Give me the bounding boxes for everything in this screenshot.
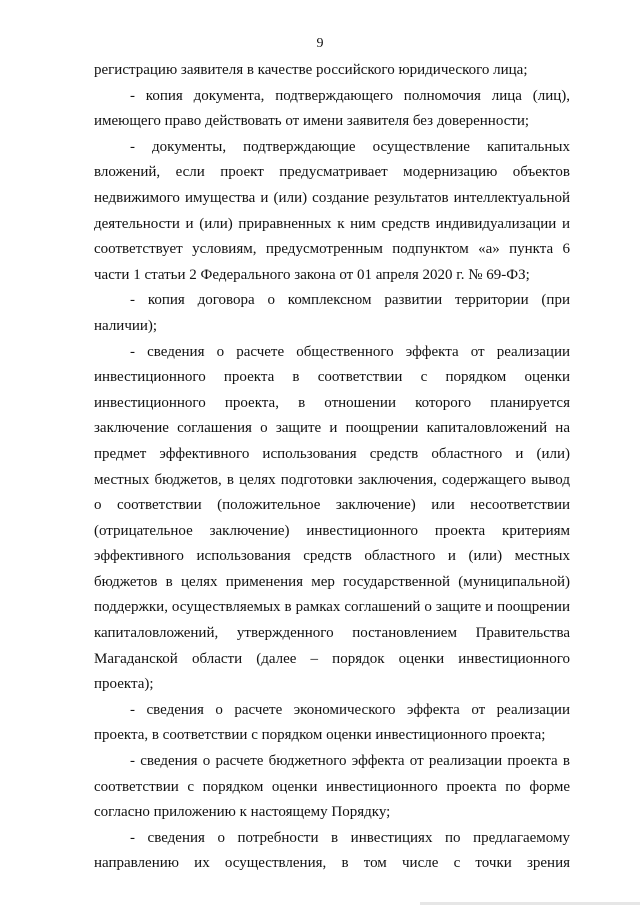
document-body — [94, 58, 570, 877]
page-number: 9 — [316, 36, 324, 51]
paragraph-economic-effect-calculation: - сведения о расчете экономического эффекта от реализации проекта, в соответствии с порядком оценки инвестиционного проекта; — [94, 701, 570, 744]
paragraph-authority-document-copy: - копия документа, подтверждающего полномочия лица (лиц), имеющего право действовать от имени заявителя без доверенности; — [94, 87, 570, 130]
paragraph-budget-effect-calculation: - сведения о расчете бюджетного эффекта от реализации проекта в соответствии с порядком оценки инвестиционного проекта по форме согласно приложению к настоящему Порядку; — [94, 753, 570, 821]
paragraph-capital-investment-documents: - документы, подтверждающие осуществление капитальных вложений, если проект предусматривает модернизацию объектов недвижимого имущества и (или) создание результатов интеллектуальной деятельности и (или) приравненных к ним средств индивидуализации и соответствует условиям, предусмотренным подпунктом «а» пункта 6 части 1 статьи 2 Федерального закона от 01 апреля 2020 г. № 69-ФЗ; — [94, 138, 570, 283]
paragraph-investment-needs: - сведения о потребности в инвестициях по предлагаемому направлению их осуществления, в том числе с точки зрения — [94, 829, 570, 872]
paragraph-territory-development-contract: - копия договора о комплексном развитии территории (при наличии); — [94, 292, 570, 334]
paragraph-registration-continuation: регистрацию заявителя в качестве российского юридического лица; — [94, 62, 528, 78]
paragraph-public-effect-calculation: - сведения о расчете общественного эффекта от реализации инвестиционного проекта в соответствии с порядком оценки инвестиционного проекта, в отношении которого планируется заключение соглашения о защите и поощрении капиталовложений на предмет эффективного использования средств областного и (или) местных бюджетов, в целях подготовки заключения, содержащего вывод о соответствии (положительное заключение) или несоответствии (отрицательное заключение) инвестиционного проекта критериям эффективного использования средств областного и (или) местных бюджетов в целях применения мер государственной (муниципальной) поддержки, осуществляемых в рамках соглашений о защите и поощрении капиталовложений, утвержденного постановлением Правительства Магаданской области (далее – порядок оценки инвестиционного проекта); — [94, 343, 570, 693]
